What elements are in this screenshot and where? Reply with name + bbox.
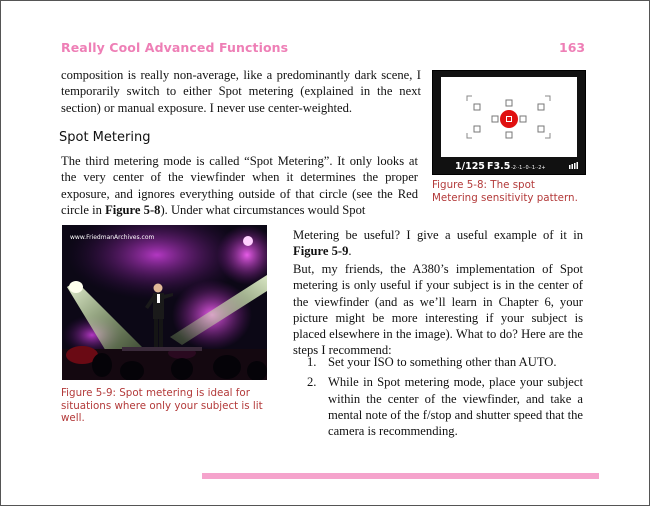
figure-caption-text: Spot metering is ideal for situations where only your subject is lit well. (61, 387, 263, 425)
paragraph-text: . (348, 244, 352, 259)
figure-5-9-caption (61, 387, 266, 425)
figure-label: Figure 5-8: (432, 179, 487, 191)
section-heading: Spot Metering (59, 130, 151, 145)
figure-reference: Figure 5-9 (293, 244, 349, 259)
spot-metering-circle (500, 110, 518, 128)
list-item (307, 374, 583, 439)
paragraph-a380-implementation: But, my friends, the A380’s implementation of Spot metering is only useful if your subject is in the center of the viewfinder (and as we’ll learn in Chapter 6, your picture might be more interesting if your subject is placed elsewhere in the image). What to do? Here are the steps I recommend: (293, 262, 583, 358)
list-item-text: While in Spot metering mode, place your subject within the center of the viewfinder, and take a mental note of the f/stop and shutter speed that the camera is recommending. (328, 375, 583, 439)
list-item (307, 354, 583, 370)
figure-5-8-caption (432, 179, 582, 204)
paragraph-intro: composition is really non-average, like a predominantly dark scene, I temporarily switch to either Spot metering (explained in the next section) or manual exposure. I never use center-weighted. (61, 68, 421, 115)
viewfinder-diagram (433, 71, 585, 174)
paragraph-text: Metering be useful? I give a useful example of it in (293, 228, 583, 242)
aperture-readout: F3.5 (487, 161, 511, 172)
page-number: 163 (559, 40, 586, 55)
running-header-title: Really Cool Advanced Functions (61, 40, 289, 55)
viewfinder-figure (432, 70, 586, 175)
steps-list (307, 354, 583, 443)
paragraph-text: The third metering mode is called “Spot Metering”. It only looks at the very center of the viewfinder when it determines the proper exposure, and ignores everything outside of that circle (see the Red circle in (61, 154, 418, 217)
list-item-number: 2. (307, 375, 317, 390)
battery-icon (569, 162, 578, 169)
af-point (506, 100, 512, 106)
concert-photo-image (62, 225, 267, 380)
af-point (520, 116, 526, 122)
af-point (506, 132, 512, 138)
paragraph-useful-example (293, 227, 583, 260)
af-point (492, 116, 498, 122)
figure-caption-text: The spot Metering sensitivity pattern. (432, 179, 578, 204)
shutter-speed-readout: 1/125 (455, 161, 485, 172)
photo-watermark: www.FriedmanArchives.com (70, 234, 155, 241)
af-point (538, 104, 544, 110)
list-item-text: Set your ISO to something other than AUTO. (328, 355, 557, 369)
paragraph-text: ). Under what circumstances would Spot (160, 202, 366, 217)
figure-label: Figure 5-9: (61, 387, 116, 399)
stage-light (243, 236, 253, 246)
list-item-number: 1. (307, 355, 317, 369)
figure-reference: Figure 5-8 (105, 202, 161, 217)
af-point (474, 104, 480, 110)
footer-rule (202, 473, 599, 479)
af-point (474, 126, 480, 132)
stage-light (69, 281, 83, 293)
paragraph-spot-metering (61, 153, 418, 218)
exposure-scale: -2··1··0··1··2+ (511, 165, 546, 171)
concert-photo (62, 225, 267, 380)
af-point (538, 126, 544, 132)
